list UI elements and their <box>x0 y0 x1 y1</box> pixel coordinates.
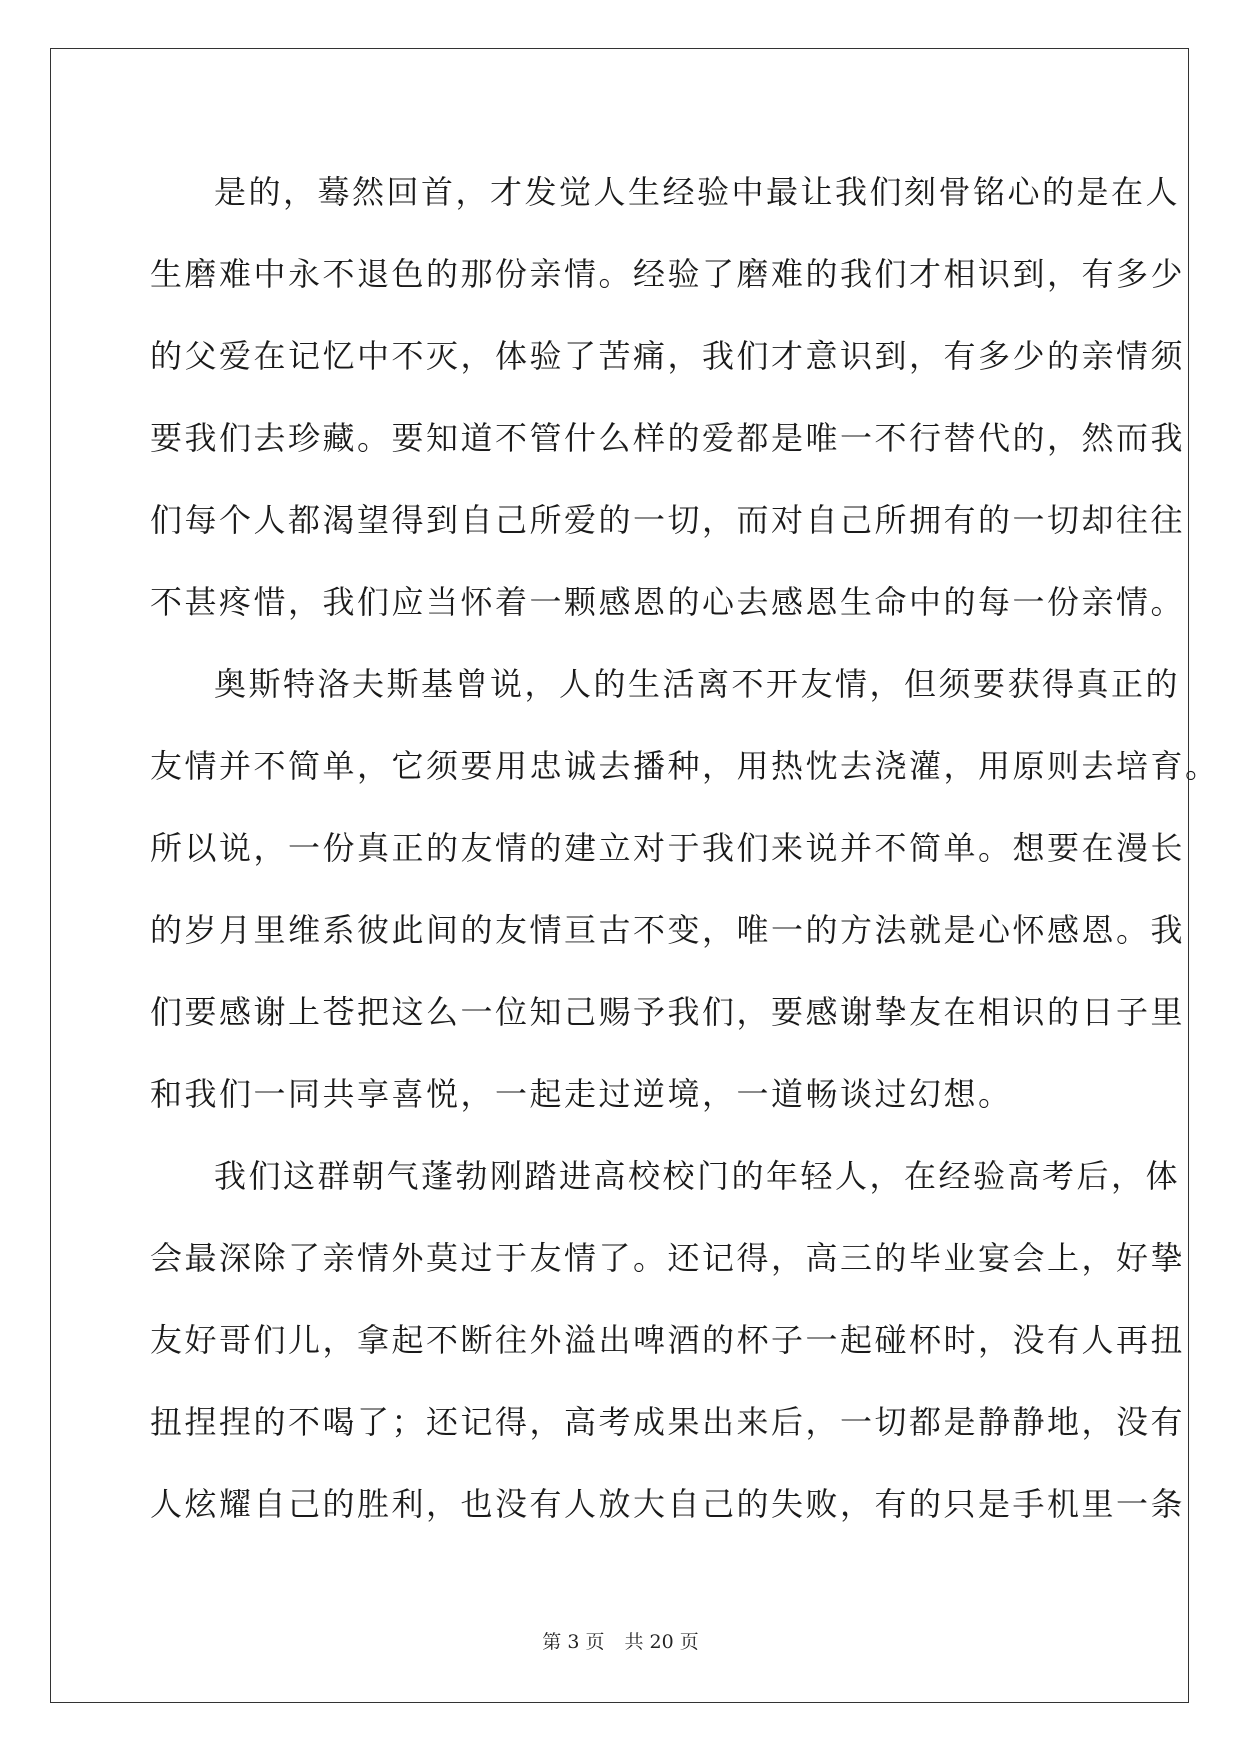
text-line: 和我们一同共享喜悦，一起走过逆境，一道畅谈过幻想。 <box>150 1075 1013 1113</box>
text-line: 奥斯特洛夫斯基曾说，人的生活离不开友情，但须要获得真正的 <box>214 665 1181 703</box>
page-footer <box>0 1627 1241 1654</box>
text-line: 们每个人都渴望得到自己所爱的一切，而对自己所拥有的一切却往往 <box>150 501 1186 539</box>
text-line: 友情并不简单，它须要用忠诚去播种，用热忱去浇灌，用原则去培育。 <box>150 747 1220 785</box>
text-line: 扭捏捏的不喝了；还记得，高考成果出来后，一切都是静静地，没有 <box>150 1403 1186 1441</box>
text-line: 的岁月里维系彼此间的友情亘古不变，唯一的方法就是心怀感恩。我 <box>150 911 1186 949</box>
page-number-total: 共 20 页 <box>624 1631 699 1653</box>
text-line: 要我们去珍藏。要知道不管什么样的爱都是唯一不行替代的，然而我 <box>150 419 1186 457</box>
text-line: 不甚疼惜，我们应当怀着一颗感恩的心去感恩生命中的每一份亲情。 <box>150 583 1186 621</box>
text-line: 我们这群朝气蓬勃刚踏进高校校门的年轻人，在经验高考后，体 <box>214 1157 1181 1195</box>
page-number-current: 第 3 页 <box>542 1631 605 1653</box>
text-line: 的父爱在记忆中不灭，体验了苦痛，我们才意识到，有多少的亲情须 <box>150 337 1186 375</box>
text-line: 们要感谢上苍把这么一位知己赐予我们，要感谢挚友在相识的日子里 <box>150 993 1186 1031</box>
text-line: 友好哥们儿，拿起不断往外溢出啤酒的杯子一起碰杯时，没有人再扭 <box>150 1321 1186 1359</box>
text-line: 是的，蓦然回首，才发觉人生经验中最让我们刻骨铭心的是在人 <box>214 173 1181 211</box>
text-line: 会最深除了亲情外莫过于友情了。还记得，高三的毕业宴会上，好挚 <box>150 1239 1186 1277</box>
document-body <box>150 160 1220 1554</box>
text-line: 所以说，一份真正的友情的建立对于我们来说并不简单。想要在漫长 <box>150 829 1186 867</box>
text-line: 生磨难中永不退色的那份亲情。经验了磨难的我们才相识到，有多少 <box>150 255 1186 293</box>
text-line: 人炫耀自己的胜利，也没有人放大自己的失败，有的只是手机里一条 <box>150 1485 1186 1523</box>
